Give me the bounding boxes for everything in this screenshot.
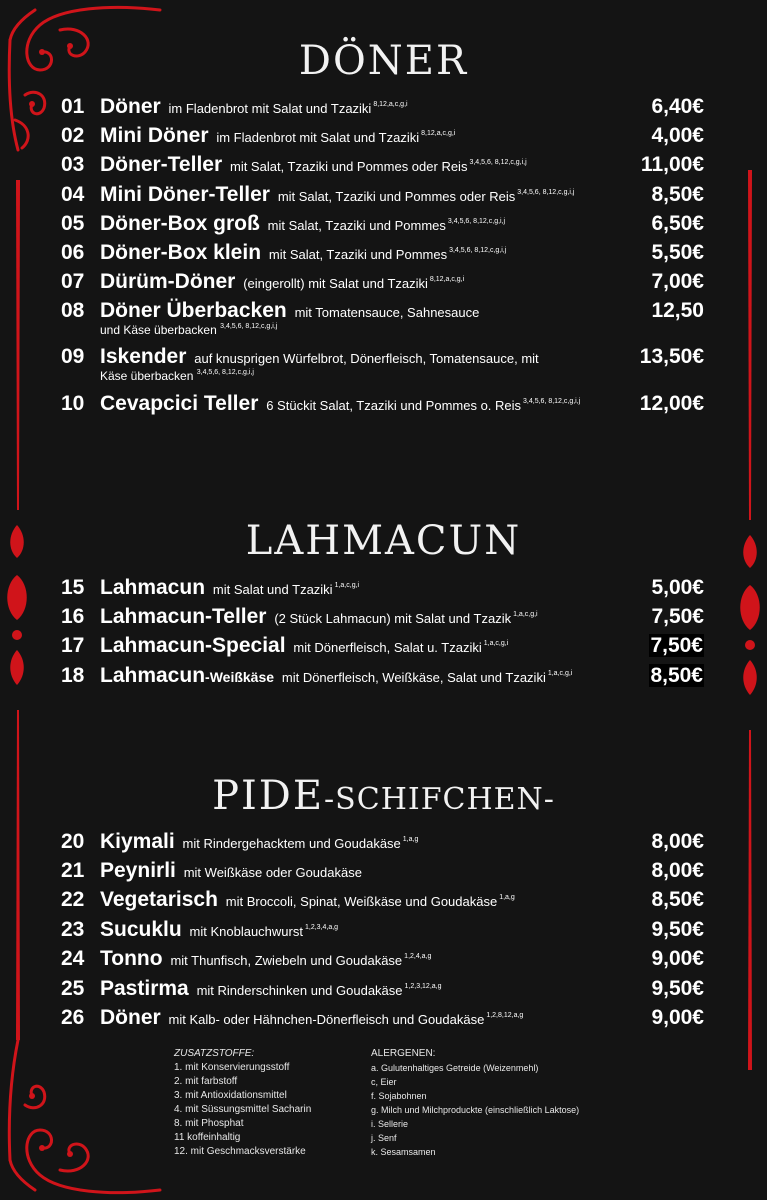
- item-name-line: [100, 664, 572, 688]
- item-allergen-codes: 8,12,a,c,g,i: [429, 276, 465, 283]
- item-price-value: 7,50€: [650, 634, 703, 657]
- item-price: [651, 95, 704, 119]
- item-name: Mini Döner: [100, 124, 209, 147]
- item-allergen-codes: 1,a,c,g,i: [513, 611, 538, 618]
- item-price: [651, 212, 704, 236]
- item-description: mit Salat, Tzaziki und Pommes oder Reis: [229, 159, 468, 174]
- item-name: Pastirma: [100, 977, 189, 1000]
- item-price-value: 12,50: [651, 299, 704, 322]
- item-number: 01: [61, 95, 85, 118]
- item-allergen-codes: 3,4,5,6, 8,12,c,g,i,j: [447, 218, 506, 225]
- item-price: [649, 664, 704, 688]
- allergens-title: ALERGENEN:: [371, 1048, 436, 1059]
- item-name: Lahmacun: [100, 664, 206, 687]
- item-allergen-codes: 1,2,8,12,a,g: [486, 1012, 524, 1019]
- item-description: mit Dönerfleisch, Weißkäse, Salat und Tzaziki: [281, 670, 546, 685]
- item-name: Döner-Box groß: [100, 212, 260, 235]
- item-price-value: 6,50€: [651, 212, 704, 235]
- item-name-line: [100, 345, 539, 369]
- item-price: [649, 634, 704, 658]
- item-name: Tonno: [100, 947, 163, 970]
- item-allergen-codes: 1,2,3,12,a,g: [404, 983, 442, 990]
- item-number: 20: [61, 830, 85, 853]
- item-name: Mini Döner-Teller: [100, 183, 270, 206]
- item-name-line: [100, 888, 515, 912]
- item-description-cont: [100, 323, 277, 337]
- item-allergen-codes: 1,2,3,4,a,g: [304, 924, 339, 931]
- item-name: Vegetarisch: [100, 888, 218, 911]
- item-description: mit Dönerfleisch, Salat u. Tzaziki: [293, 640, 482, 655]
- item-name: Cevapcici Teller: [100, 392, 259, 415]
- item-price: [651, 183, 704, 207]
- item-price-value: 5,50€: [651, 241, 704, 264]
- item-name: Döner: [100, 1006, 161, 1029]
- item-description: mit Rindergehacktem und Goudakäse: [182, 836, 401, 851]
- item-allergen-codes: 1,a,c,g,i: [483, 640, 509, 647]
- item-price-value: 8,00€: [651, 859, 704, 882]
- item-number: 25: [61, 977, 85, 1000]
- item-name-line: [100, 918, 338, 942]
- item-description: mit Weißkäse oder Goudakäse: [183, 865, 362, 880]
- item-name-line: [100, 183, 574, 207]
- additives-legend: [174, 1047, 311, 1159]
- allergen-entry: j. Senf: [371, 1133, 397, 1143]
- additives-title: ZUSATZSTOFFE:: [174, 1048, 255, 1059]
- item-name: Lahmacun-Special: [100, 634, 286, 657]
- ornament-right-border: [733, 170, 767, 1070]
- item-name: Sucuklu: [100, 918, 182, 941]
- item-name-line: [100, 95, 408, 119]
- item-name-line: [100, 124, 455, 148]
- item-name: Kiymali: [100, 830, 175, 853]
- item-price-value: 4,00€: [651, 124, 704, 147]
- item-number: 02: [61, 124, 85, 147]
- additive-entry: 2. mit farbstoff: [174, 1076, 238, 1087]
- item-number: 05: [61, 212, 85, 235]
- item-name-suffix: -Weißkäse: [205, 669, 275, 685]
- item-number: 08: [61, 299, 85, 322]
- item-price: [651, 270, 704, 294]
- item-number: 09: [61, 345, 85, 368]
- ornament-left-border: [0, 180, 34, 1040]
- item-allergen-codes: 8,12,a,c,g,i: [373, 101, 408, 108]
- item-name-line: [100, 299, 479, 323]
- item-description: im Fladenbrot mit Salat und Tzaziki: [168, 101, 372, 116]
- item-price: [651, 947, 704, 971]
- item-description: mit Knoblauchwurst: [189, 924, 303, 939]
- item-name: Döner-Box klein: [100, 241, 262, 264]
- item-name-line: [100, 153, 527, 177]
- item-name-line: [100, 576, 359, 600]
- item-name-line: [100, 270, 464, 294]
- item-name-line: [100, 392, 580, 416]
- item-allergen-codes: 8,12,a,c,g,i: [421, 130, 456, 137]
- item-description: (2 Stück Lahmacun) mit Salat und Tzazik: [274, 611, 512, 626]
- item-number: 24: [61, 947, 85, 970]
- item-allergen-codes: 1,a,g: [402, 836, 419, 843]
- item-price: [651, 241, 704, 265]
- item-name-line: [100, 212, 505, 236]
- pide-subtitle: -SCHIFCHEN-: [324, 782, 555, 817]
- item-name-line: [100, 977, 442, 1001]
- item-description: im Fladenbrot mit Salat und Tzaziki: [216, 130, 420, 145]
- additive-entry: 1. mit Konservierungsstoff: [174, 1062, 290, 1073]
- item-name: Döner Überbacken: [100, 299, 287, 322]
- item-price: [651, 918, 704, 942]
- item-price: [651, 299, 704, 323]
- item-price-value: 9,50€: [651, 977, 704, 1000]
- item-allergen-codes: 3,4,5,6, 8,12,c,g,i,j: [196, 369, 254, 376]
- pide-title: PIDE: [212, 773, 325, 819]
- item-name: Lahmacun: [100, 576, 206, 599]
- item-price-value: 8,50€: [650, 664, 703, 687]
- item-allergen-codes: 3,4,5,6, 8,12,c,g,i,j: [220, 323, 278, 330]
- item-allergen-codes: 1,a,c,g,i: [547, 670, 573, 677]
- item-number: 10: [61, 392, 85, 415]
- item-price-value: 6,40€: [651, 95, 704, 118]
- item-description: mit Tomatensauce, Sahnesauce: [294, 305, 480, 320]
- section-title-doner: DÖNER: [298, 38, 469, 84]
- allergens-legend: [371, 1047, 579, 1159]
- item-name-line: [100, 634, 508, 658]
- item-description: (eingerollt) mit Salat und Tzaziki: [243, 276, 428, 291]
- item-description-line2: und Käse überbacken: [100, 323, 217, 337]
- item-name-line: [100, 947, 431, 971]
- item-number: 21: [61, 859, 85, 882]
- item-allergen-codes: 3,4,5,6, 8,12,c,g,i,j: [517, 189, 575, 196]
- item-price-value: 12,00€: [639, 392, 704, 415]
- item-number: 04: [61, 183, 85, 206]
- item-price-value: 5,00€: [651, 576, 704, 599]
- item-name: Iskender: [100, 345, 187, 368]
- item-number: 07: [61, 270, 85, 293]
- item-description: mit Salat, Tzaziki und Pommes: [267, 218, 446, 233]
- item-price: [640, 392, 704, 416]
- allergen-entry: k. Sesamsamen: [371, 1147, 436, 1157]
- item-price: [640, 345, 704, 369]
- additive-entry: 4. mit Süssungsmittel Sacharin: [174, 1104, 312, 1115]
- item-description: mit Salat, Tzaziki und Pommes oder Reis: [277, 189, 516, 204]
- item-price: [651, 124, 704, 148]
- additive-entry: 11 koffeinhaltig: [174, 1132, 241, 1143]
- item-allergen-codes: 1,a,g: [499, 894, 515, 901]
- item-description-cont: [100, 369, 254, 383]
- item-name: Döner: [100, 95, 161, 118]
- item-allergen-codes: 3,4,5,6, 8,12,c,g,i,j: [469, 159, 527, 166]
- item-number: 22: [61, 888, 85, 911]
- item-price-value: 9,00€: [651, 1006, 704, 1029]
- item-description-line2: Käse überbacken: [100, 369, 194, 383]
- item-description: mit Broccoli, Spinat, Weißkäse und Goudakäse: [225, 894, 498, 909]
- item-number: 15: [61, 576, 85, 599]
- item-name: Dürüm-Döner: [100, 270, 236, 293]
- item-number: 18: [61, 664, 85, 687]
- item-number: 03: [61, 153, 85, 176]
- item-price: [651, 888, 704, 912]
- allergen-entry: f. Sojabohnen: [371, 1091, 427, 1101]
- item-price-value: 7,50€: [651, 605, 704, 628]
- item-number: 26: [61, 1006, 85, 1029]
- item-price: [651, 977, 704, 1001]
- section-title-pide: [0, 773, 767, 819]
- item-price: [651, 1006, 704, 1030]
- item-price-value: 8,00€: [651, 830, 704, 853]
- item-name-line: [100, 241, 506, 265]
- item-name-line: [100, 859, 362, 883]
- item-allergen-codes: 3,4,5,6, 8,12,c,g,i,j: [523, 398, 581, 405]
- item-price-value: 13,50€: [639, 345, 704, 368]
- item-price-value: 9,50€: [651, 918, 704, 941]
- allergen-entry: c, Eier: [371, 1077, 397, 1087]
- item-number: 17: [61, 634, 85, 657]
- item-number: 23: [61, 918, 85, 941]
- item-price-value: 7,00€: [651, 270, 704, 293]
- item-description: mit Thunfisch, Zwiebeln und Goudakäse: [170, 953, 403, 968]
- item-name-line: [100, 1006, 523, 1030]
- item-description: mit Salat und Tzaziki: [212, 582, 333, 597]
- item-price-value: 9,00€: [651, 947, 704, 970]
- item-description: mit Salat, Tzaziki und Pommes: [268, 247, 448, 262]
- section-title-lahmacun: LAHMACUN: [245, 518, 522, 564]
- item-price-value: 8,50€: [651, 183, 704, 206]
- item-price: [651, 576, 704, 600]
- allergen-entry: a. Gulutenhaltiges Getreide (Weizenmehl): [371, 1063, 539, 1073]
- item-name-line: [100, 605, 538, 629]
- item-description: mit Rinderschinken und Goudakäse: [196, 983, 403, 998]
- allergen-entry: i. Sellerie: [371, 1119, 409, 1129]
- item-name: Lahmacun-Teller: [100, 605, 267, 628]
- item-price: [651, 859, 704, 883]
- item-number: 06: [61, 241, 85, 264]
- item-description: mit Kalb- oder Hähnchen-Dönerfleisch und Goudakäse: [168, 1012, 485, 1027]
- item-name: Peynirli: [100, 859, 176, 882]
- item-allergen-codes: 1,a,c,g,i: [334, 582, 360, 589]
- item-number: 16: [61, 605, 85, 628]
- item-price: [651, 830, 704, 854]
- item-description: 6 Stückit Salat, Tzaziki und Pommes o. Reis: [266, 398, 522, 413]
- additive-entry: 3. mit Antioxidationsmittel: [174, 1090, 287, 1101]
- additive-entry: 12. mit Geschmacksverstärke: [174, 1146, 306, 1157]
- item-name-line: [100, 830, 418, 854]
- allergen-entry: g. Milch und Milchproduckte (einschließlich Laktose): [371, 1105, 580, 1115]
- item-allergen-codes: 1,2,4,a,g: [404, 953, 432, 960]
- item-name: Döner-Teller: [100, 153, 223, 176]
- item-price-value: 11,00€: [640, 153, 704, 176]
- ornament-bottom-left: [0, 1030, 170, 1200]
- item-price: [641, 153, 704, 177]
- item-price: [651, 605, 704, 629]
- additive-entry: 8. mit Phosphat: [174, 1118, 244, 1129]
- item-description: auf knusprigen Würfelbrot, Dönerfleisch, Tomatensauce, mit: [194, 351, 539, 366]
- item-allergen-codes: 3,4,5,6, 8,12,c,g,i,j: [449, 247, 507, 254]
- item-price-value: 8,50€: [651, 888, 704, 911]
